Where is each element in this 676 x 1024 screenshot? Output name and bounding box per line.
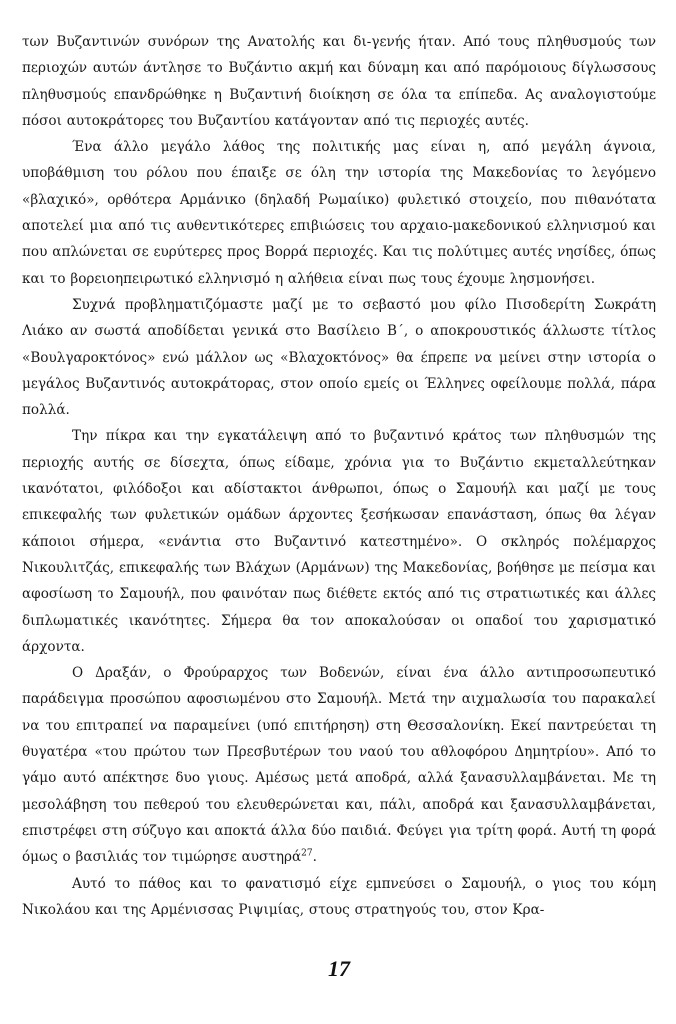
paragraph-1: των Βυζαντινών συνόρων της Ανατολής και δι-γενής ήταν. Από τους πληθυσμούς των περιοχών αυτών άντλησε το Βυζάντιο ακμή και δύναμη και από παρόμοιους δίγλωσσους πληθυσμούς επανδρώθηκε η Βυζαντινή διοίκηση σε όλα τα επίπεδα. Ας αναλογιστούμε πόσοι αυτοκράτορες του Βυζαντίου κατάγονταν από τις περιοχές αυτές. (22, 34, 656, 129)
paragraph-5-end: . (312, 849, 317, 866)
paragraph-3: Συχνά προβληματιζόμαστε μαζί με το σεβαστό μου φίλο Πισοδερίτη Σωκράτη Λιάκο αν σωστά αποδίδεται γενικά στο Βασίλειο Β΄, ο αποκρουστικός άλλωστε τίτλος «Βουλγαροκτόνος» ενώ μάλλον ως «Βλαχοκτόνος» θα έπρεπε να μείνει στην ιστορία ο μεγάλος Βυζαντινός αυτοκράτορας, στον οποίο εμείς οι Έλληνες οφείλουμε πολλά, πάρα πολλά. (22, 296, 656, 419)
paragraph-5-text: Ο Δραξάν, ο Φρούραρχος των Βοδενών, είναι ένα άλλο αντιπροσωπευτικό παράδειγμα προσώπου αφοσιωμένου στο Σαμουήλ. Μετά την αιχμαλωσία του παρακαλεί να του επιτραπεί να παραμείνει (υπό επιτήρηση) στη Θεσσαλονίκη. Εκεί παντρεύεται τη θυγατέρα «του πρώτου των Πρεσβυτέρων του ναού του αθλοφόρου Δημητρίου». Από το γάμο αυτό απέκτησε δυο γιους. Αμέσως μετά αποδρά, αλλά ξανασυλλαμβάνεται. Με τη μεσολάβηση του πεθερού του ελευθερώνεται και, πάλι, αποδρά και ξανασυλλαμβάνεται, επιστρέφει στη σύζυγο και αποκτά άλλα δύο παιδιά. Φεύγει για τρίτη φορά. Αυτή τη φορά όμως ο βασιλιάς τον τιμώρησε αυστηρά (22, 665, 656, 866)
paragraph-5 (22, 660, 656, 870)
book-page (22, 0, 656, 1024)
footnote-reference: 27 (301, 848, 313, 859)
page-number: 17 (328, 956, 350, 981)
body-text (22, 29, 656, 923)
paragraph-4: Την πίκρα και την εγκατάλειψη από το βυζαντινό κράτος των πληθυσμών της περιοχής αυτής σε δίσεχτα, όπως είδαμε, χρόνια για το Βυζάντιο εκμεταλλεύτηκαν ικανότατοι, φιλόδοξοι και αδίστακτοι άνθρωποι, όπως ο Σαμουήλ και μαζί με τους επικεφαλής των φυλετικών ομάδων άρχοντες ξεσήκωσαν επανάσταση, όπως θα λέγαν κάποιοι σήμερα, «ενάντια στο Βυζαντινό κατεστημένο». Ο σκληρός πολέμαρχος Νικουλιτζάς, επικεφαλής των Βλάχων (Αρμάνων) της Μακεδονίας, βοήθησε με πείσμα και αφοσίωση το Σαμουήλ, που φαινόταν πως διέθετε εκτός από τις στρατιωτικές και άλλες διπλωματικές ικανότητες. Σήμερα θα τον αποκαλούσαν οι οπαδοί του χαρισματικό άρχοντα. (22, 428, 656, 655)
paragraph-2: Ένα άλλο μεγάλο λάθος της πολιτικής μας είναι η, από μεγάλη άγνοια, υποβάθμιση του ρόλου που έπαιξε σε όλη την ιστορία της Μακεδονίας το λεγόμενο «βλαχικό», ορθότερα Αρμάνικο (δηλαδή Ρωμαίικο) φυλετικό στοιχείο, που πιθανότατα αποτελεί μια από τις αυθεντικότερες επιβιώσεις του αρχαιο-μακεδονικού ελληνισμού και που απλώνεται σε ευρύτερες προς Βορρά περιοχές. Και τις πολύτιμες αυτές νησίδες, όπως και το βορειοηπειρωτικό ελληνισμό η αλήθεια είναι πως τους έχουμε λησμονήσει. (22, 139, 656, 287)
paragraph-6: Αυτό το πάθος και το φανατισμό είχε εμπνεύσει ο Σαμουήλ, ο γιος του κόμη Νικολάου και της Αρμένισσας Ριψιμίας, στους στρατηγούς του, στον Κρα- (22, 875, 656, 918)
